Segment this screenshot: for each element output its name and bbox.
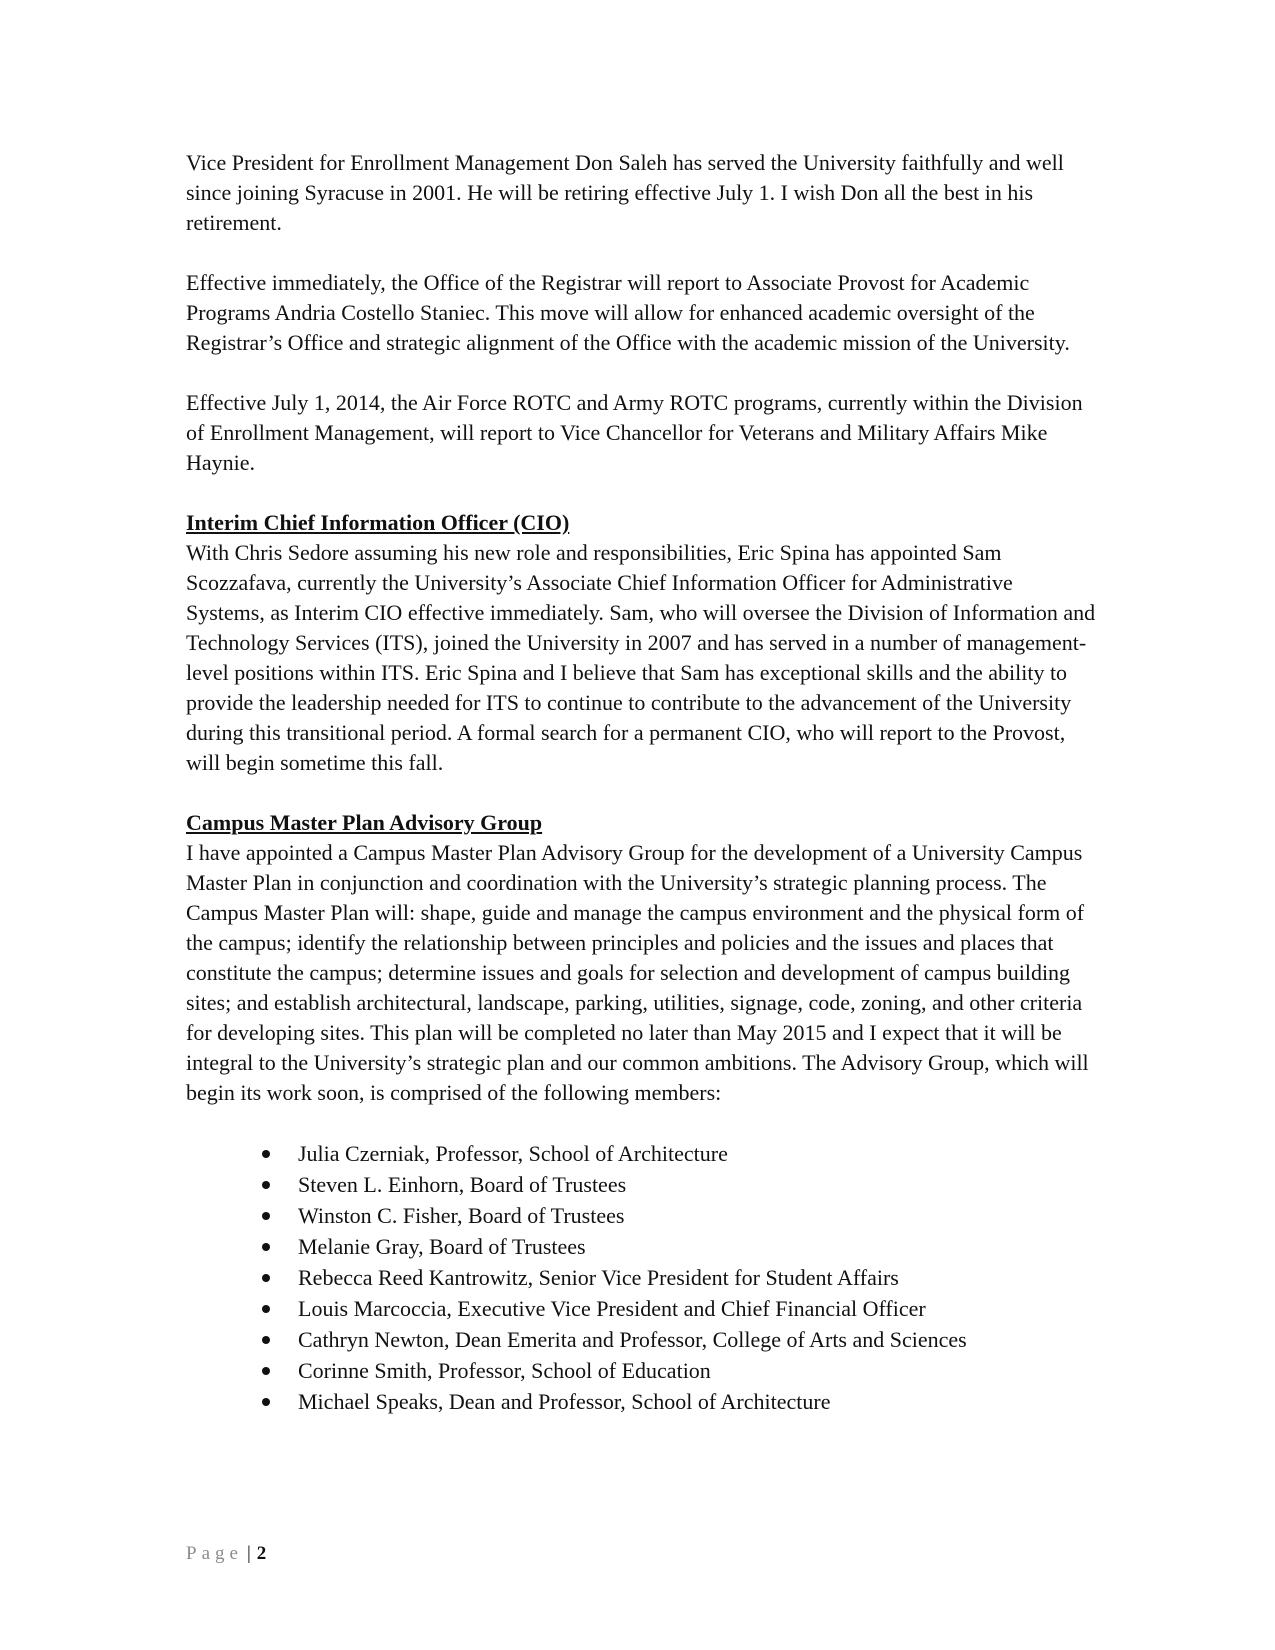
list-item — [262, 1200, 1096, 1231]
page-number: 2 — [256, 1543, 267, 1564]
member-text: Corinne Smith, Professor, School of Education — [298, 1358, 711, 1383]
paragraph-enrollment-vp: Vice President for Enrollment Management Don Saleh has served the University faithfully and well since joining Syracuse in 2001. He will be retiring effective July 1. I wish Don all the best in his retirement. — [186, 150, 1064, 235]
list-item — [262, 1386, 1096, 1417]
page-footer — [186, 1543, 266, 1565]
page-content — [186, 148, 1096, 1417]
bullet-icon — [262, 1367, 270, 1375]
member-text: Cathryn Newton, Dean Emerita and Professor, College of Arts and Sciences — [298, 1327, 967, 1352]
list-item — [262, 1138, 1096, 1169]
bullet-icon — [262, 1181, 270, 1189]
member-text: Melanie Gray, Board of Trustees — [298, 1234, 586, 1259]
paragraph-registrar: Effective immediately, the Office of the Registrar will report to Associate Provost for Academic Programs Andria Costello Staniec. This move will allow for enhanced academic oversight of the Registrar’s Office and strategic alignment of the Office with the academic mission of the University. — [186, 270, 1070, 355]
paragraph-interim-cio: With Chris Sedore assuming his new role and responsibilities, Eric Spina has appointed Sam Scozzafava, currently the University’s Associate Chief Information Officer for Administrative Systems, as Interim CIO effective immediately. Sam, who will oversee the Division of Information and Technology Services (ITS), joined the University in 2007 and has served in a number of management-level positions within ITS. Eric Spina and I believe that Sam has exceptional skills and the ability to provide the leadership needed for ITS to continue to contribute to the advancement of the University during this transitional period. A formal search for a permanent CIO, who will report to the Provost, will begin sometime this fall. — [186, 540, 1096, 775]
list-item — [262, 1355, 1096, 1386]
member-text: Michael Speaks, Dean and Professor, School of Architecture — [298, 1389, 831, 1414]
member-text: Winston C. Fisher, Board of Trustees — [298, 1203, 625, 1228]
member-text: Louis Marcoccia, Executive Vice President and Chief Financial Officer — [298, 1296, 926, 1321]
bullet-icon — [262, 1398, 270, 1406]
page-separator: | — [246, 1543, 251, 1564]
member-text: Steven L. Einhorn, Board of Trustees — [298, 1172, 627, 1197]
member-text: Julia Czerniak, Professor, School of Architecture — [298, 1141, 728, 1166]
bullet-icon — [262, 1212, 270, 1220]
list-item — [262, 1262, 1096, 1293]
heading-campus-master-plan: Campus Master Plan Advisory Group — [186, 810, 543, 835]
paragraph-rotc: Effective July 1, 2014, the Air Force ROTC and Army ROTC programs, currently within the Division of Enrollment Management, will report to Vice Chancellor for Veterans and Military Affairs Mike Haynie. — [186, 390, 1083, 475]
heading-interim-cio: Interim Chief Information Officer (CIO) — [186, 510, 570, 535]
bullet-icon — [262, 1305, 270, 1313]
list-item — [262, 1231, 1096, 1262]
list-item — [262, 1324, 1096, 1355]
page-label: Page — [186, 1543, 243, 1564]
bullet-icon — [262, 1336, 270, 1344]
paragraph-campus-master-plan: I have appointed a Campus Master Plan Advisory Group for the development of a University Campus Master Plan in conjunction and coordination with the University’s strategic planning process. The Campus Master Plan will: shape, guide and manage the campus environment and the physical form of the campus; identify the relationship between principles and policies and the issues and places that constitute the campus; determine issues and goals for selection and development of campus building sites; and establish architectural, landscape, parking, utilities, signage, code, zoning, and other criteria for developing sites. This plan will be completed no later than May 2015 and I expect that it will be integral to the University’s strategic plan and our common ambitions. The Advisory Group, which will begin its work soon, is comprised of the following members: — [186, 840, 1089, 1105]
advisory-group-member-list — [186, 1138, 1096, 1417]
list-item — [262, 1293, 1096, 1324]
member-text: Rebecca Reed Kantrowitz, Senior Vice President for Student Affairs — [298, 1265, 899, 1290]
bullet-icon — [262, 1150, 270, 1158]
list-item — [262, 1169, 1096, 1200]
bullet-icon — [262, 1243, 270, 1251]
bullet-icon — [262, 1274, 270, 1282]
